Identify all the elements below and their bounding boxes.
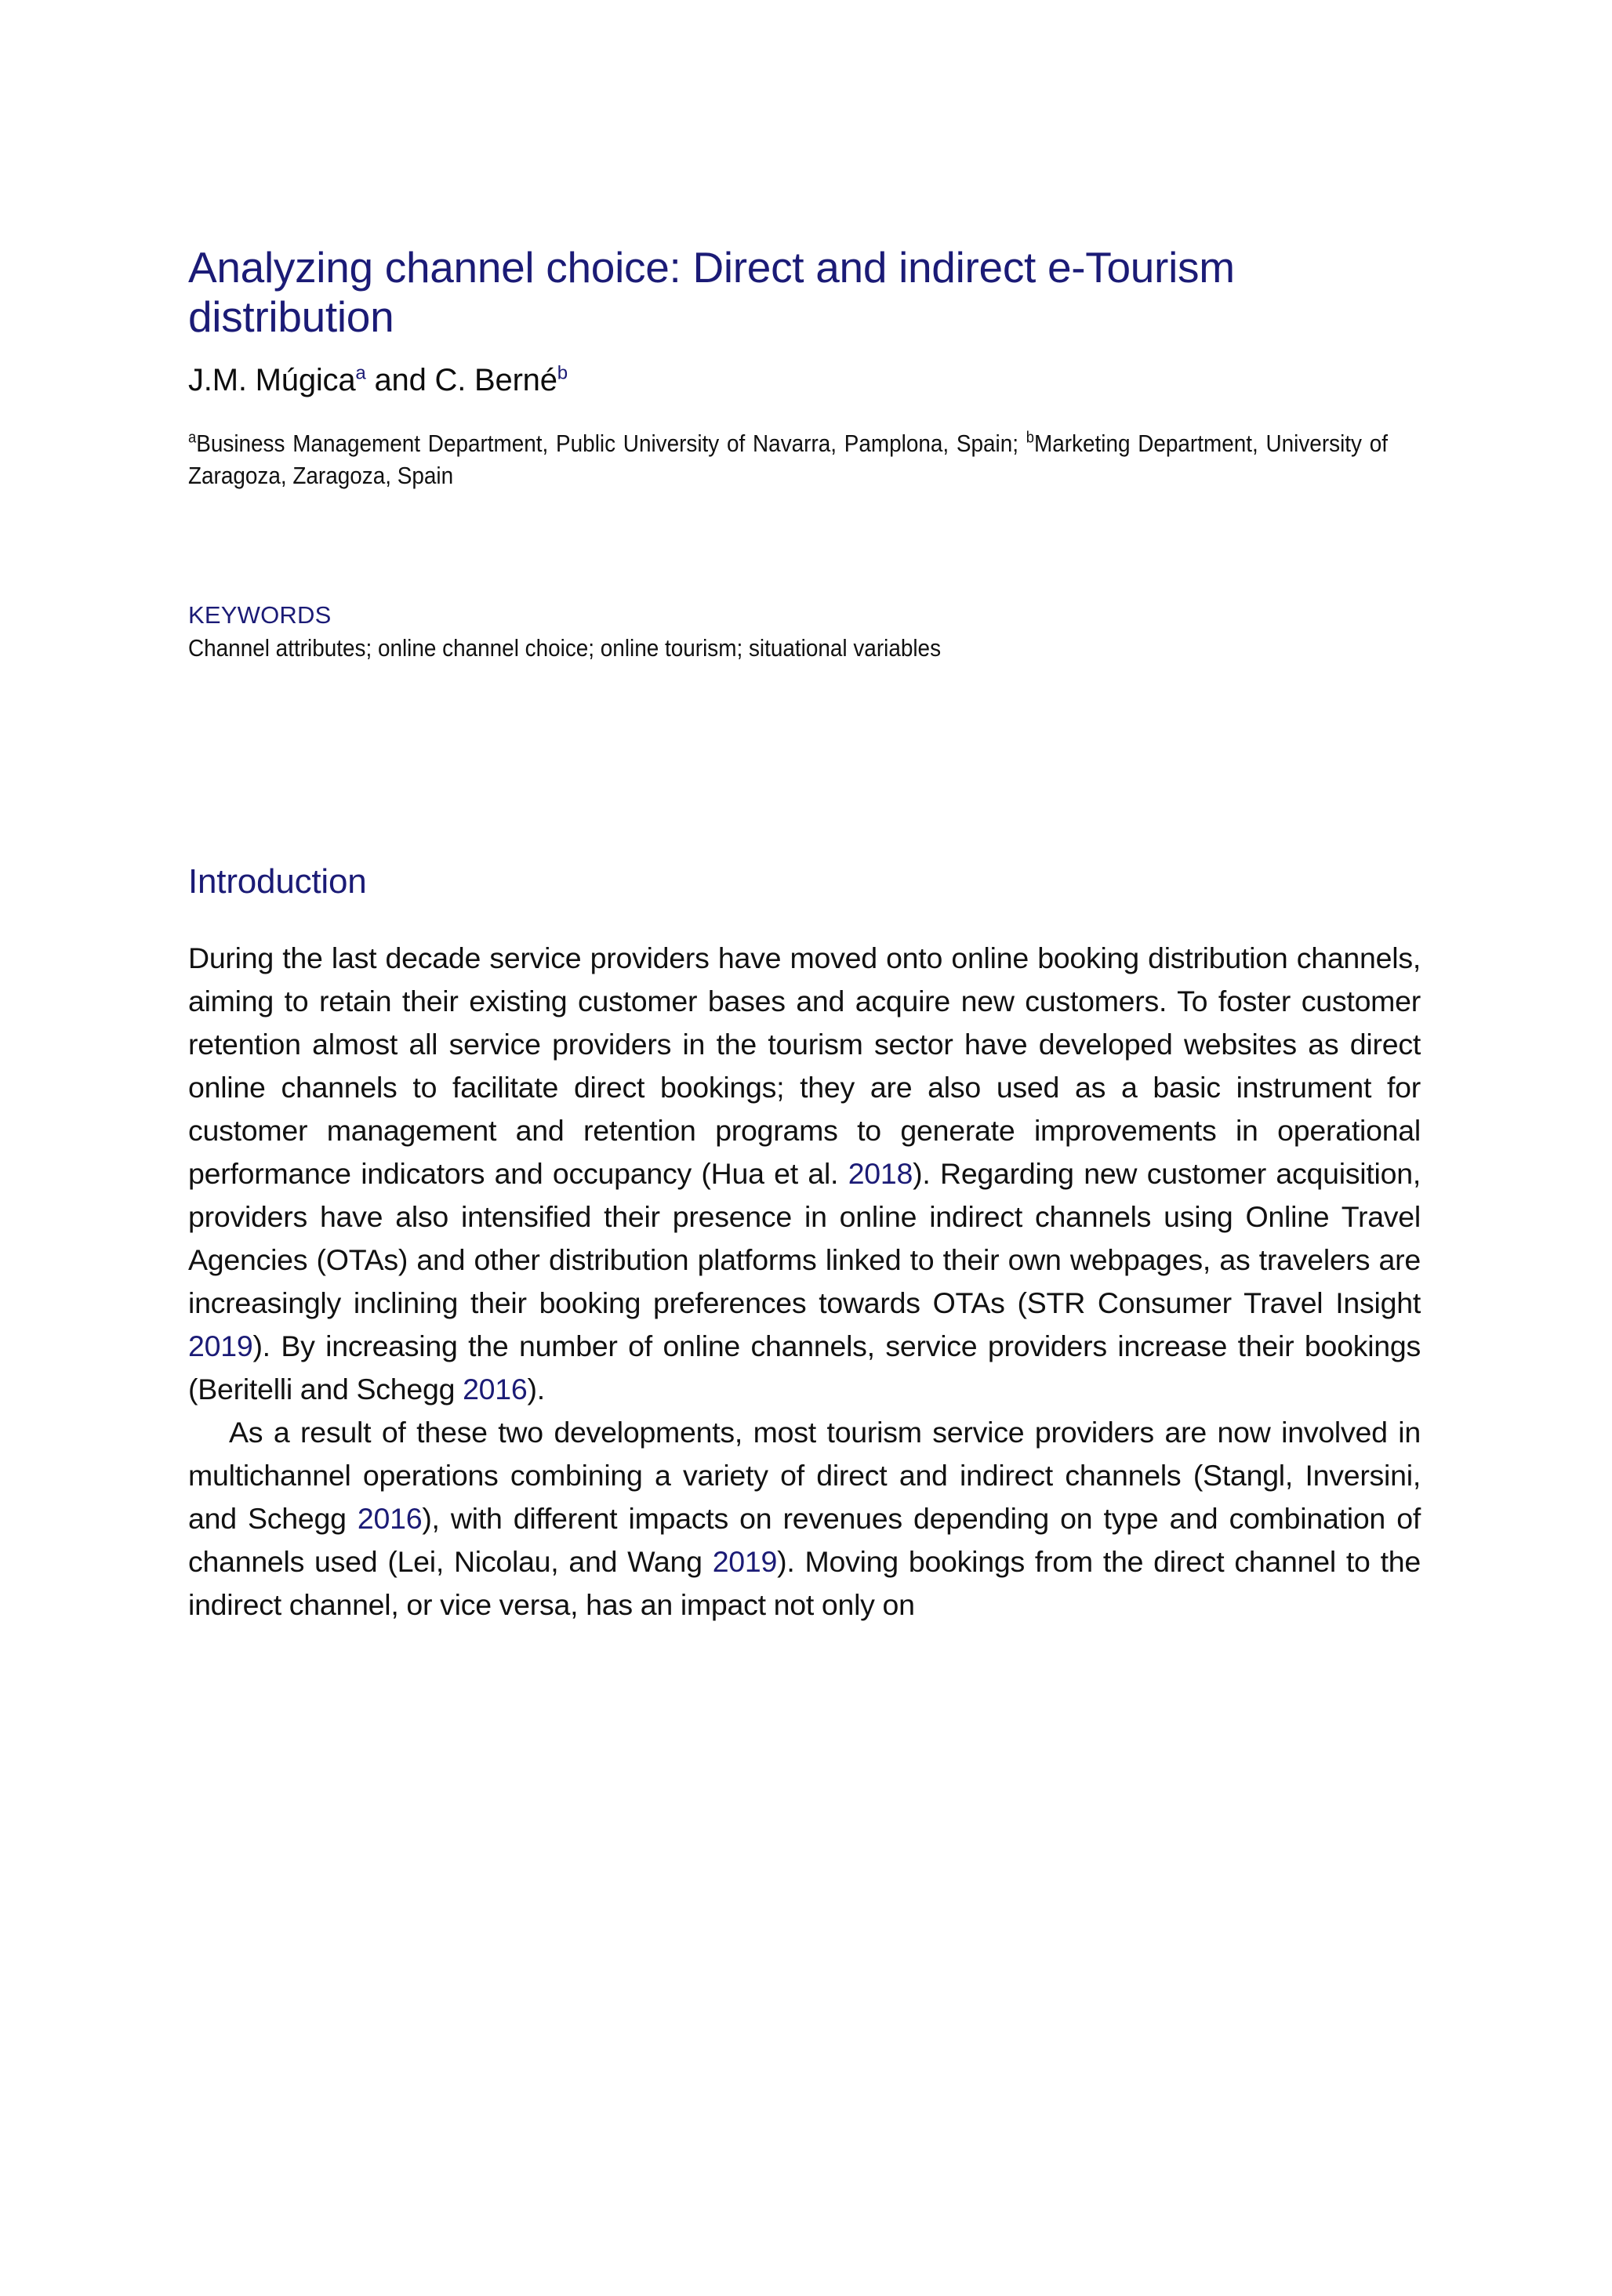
keywords-section (188, 491, 1421, 662)
affiliations-block (188, 398, 1388, 491)
paragraph-2-text-c: ). Moving bookings from the direct channel to the indirect channel, or vice versa, has an impact not only on (188, 1544, 1421, 1621)
affiliation-marker-a: a (188, 429, 197, 448)
paragraph-1-text-b: ). Regarding new customer acquisition, providers have also intensified their presence in online indirect channels using Online Travel Agencies (OTAs) and other distribution platforms linked to their own webpages, as travelers are increasingly inclining their booking preferences towards OTAs (STR Consumer Travel Insight (188, 1156, 1421, 1319)
author-names-secondary: and C. Berné (365, 363, 557, 398)
author-names-primary: J.M. Múgica (188, 363, 356, 398)
keywords-label: KEYWORDS (188, 600, 332, 629)
citation-year-hua-2018[interactable]: 2018 (848, 1156, 913, 1190)
introduction-section (188, 662, 1421, 1627)
page-content-column (188, 0, 1421, 1627)
page-title: Analyzing channel choice: Direct and indirect e-Tourism distribution (188, 243, 1235, 341)
paragraph-2-text-b: ), with different impacts on revenues depending on type and combination of channels used (Lei, Nicolau, and Wang (188, 1501, 1421, 1578)
affiliation-marker-b: b (1026, 429, 1034, 448)
citation-year-str-2019[interactable]: 2019 (188, 1329, 253, 1362)
author-line (188, 341, 1421, 398)
author-affiliation-marker-b: b (557, 363, 568, 385)
paragraph-2-text-a: As a result of these two developments, most tourism service providers are now involved in multichannel operations combining a variety of direct and indirect channels (Stangl, Inversini, and Schegg (188, 1415, 1421, 1535)
paragraph-2 (188, 1411, 1421, 1627)
keywords-list: Channel attributes; online channel choice; online tourism; situational variables (188, 633, 942, 662)
paragraph-1-text-c: ). By increasing the number of online channels, service providers increase their bookings (Beritelli and Schegg (188, 1329, 1421, 1406)
affiliation-text-a: Business Management Department, Public University of Navarra, Pamplona, Spain; (196, 430, 1026, 458)
citation-year-stangl-2016[interactable]: 2016 (357, 1501, 423, 1535)
affiliation-text-b: Marketing Department, University of Zaragoza, Zaragoza, Spain (188, 430, 1388, 489)
author-affiliation-marker-a: a (355, 363, 366, 385)
section-heading-introduction: Introduction (188, 861, 367, 901)
citation-year-lei-2019[interactable]: 2019 (712, 1544, 778, 1578)
citation-year-beritelli-schegg-2016[interactable]: 2016 (463, 1372, 528, 1406)
paragraph-1 (188, 901, 1421, 1411)
paragraph-1-text-a: During the last decade service providers have moved onto online booking distribution channels, aiming to retain their existing customer bases and acquire new customers. To foster customer retention almost all service providers in the tourism sector have developed websites as direct online channels to facilitate direct bookings; they are also used as a basic instrument for customer management and retention programs to generate improvements in operational performance indicators and occupancy (Hua et al. (188, 941, 1421, 1190)
paragraph-1-text-d: ). (527, 1372, 545, 1406)
